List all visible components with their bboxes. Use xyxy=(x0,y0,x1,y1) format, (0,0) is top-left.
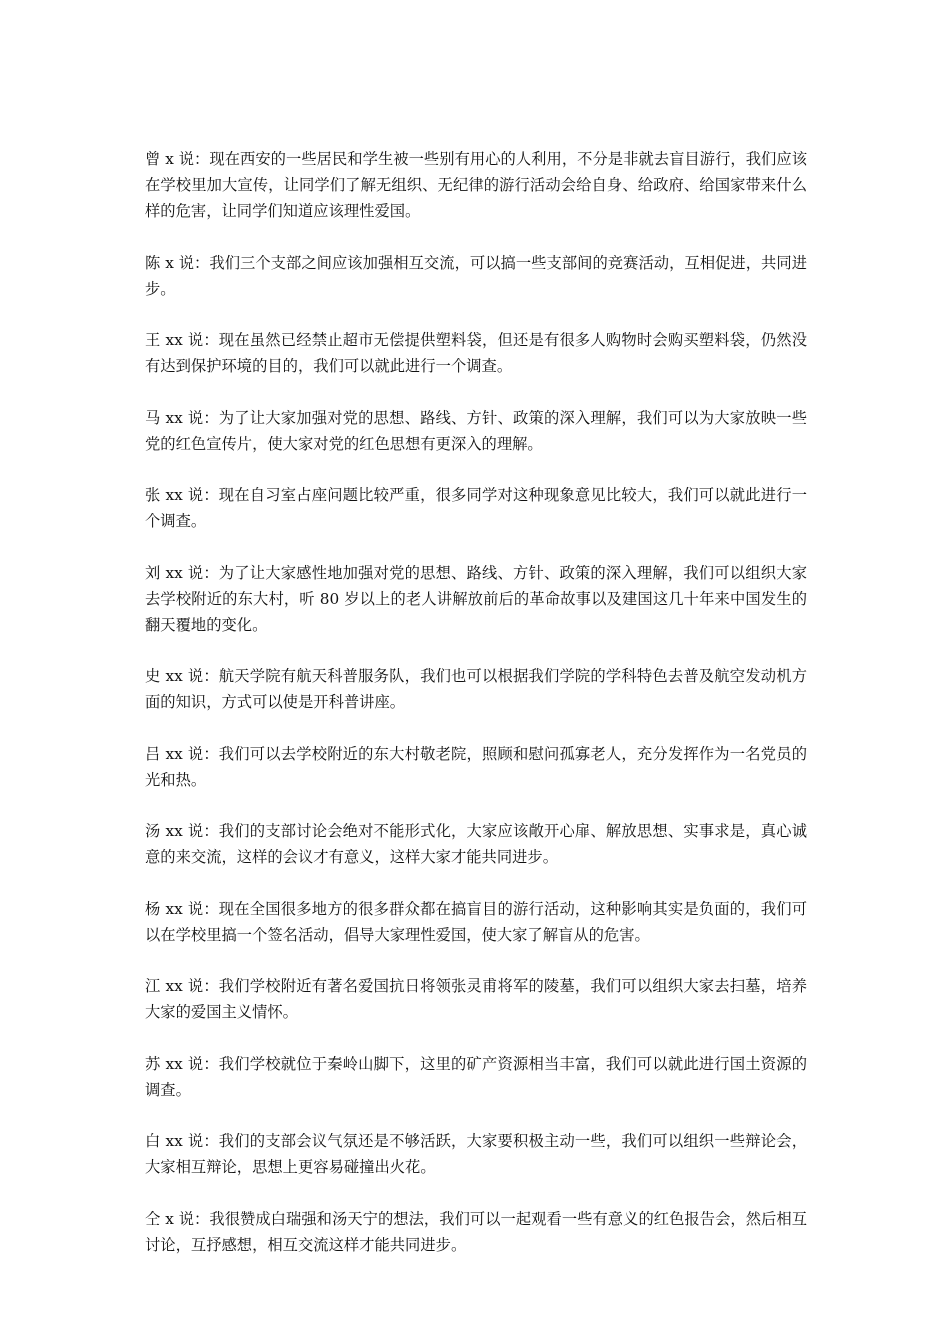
paragraph-6: 刘 xx 说：为了让大家感性地加强对党的思想、路线、方针、政策的深入理解，我们可以组织大家去学校附近的东大村，听 80 岁以上的老人讲解放前后的革命故事以及建国这几十年来中国发生的翻天覆地的变化。 xyxy=(145,563,807,634)
paragraph-9: 汤 xx 说：我们的支部讨论会绝对不能形式化，大家应该敞开心扉、解放思想、实事求是，真心诚意的来交流，这样的会议才有意义，这样大家才能共同进步。 xyxy=(145,822,807,866)
paragraph-2: 陈 x 说：我们三个支部之间应该加强相互交流，可以搞一些支部间的竞赛活动，互相促进，共同进步。 xyxy=(145,253,807,298)
paragraph-8: 吕 xx 说：我们可以去学校附近的东大村敬老院，照顾和慰问孤寡老人，充分发挥作为一名党员的光和热。 xyxy=(145,744,807,789)
paragraph-3: 王 xx 说：现在虽然已经禁止超市无偿提供塑料袋，但还是有很多人购物时会购买塑料袋，仍然没有达到保护环境的目的，我们可以就此进行一个调查。 xyxy=(145,331,807,375)
document-body xyxy=(145,146,807,1283)
paragraph-12: 苏 xx 说：我们学校就位于秦岭山脚下，这里的矿产资源相当丰富，我们可以就此进行国土资源的调查。 xyxy=(145,1054,807,1099)
paragraph-11: 江 xx 说：我们学校附近有著名爱国抗日将领张灵甫将军的陵墓，我们可以组织大家去扫墓，培养大家的爱国主义情怀。 xyxy=(145,977,807,1021)
paragraph-14: 仝 x 说：我很赞成白瑞强和汤天宁的想法，我们可以一起观看一些有意义的红色报告会，然后相互讨论，互抒感想，相互交流这样才能共同进步。 xyxy=(145,1209,807,1254)
paragraph-7: 史 xx 说：航天学院有航天科普服务队，我们也可以根据我们学院的学科特色去普及航空发动机方面的知识，方式可以使是开科普讲座。 xyxy=(145,667,807,711)
paragraph-13: 白 xx 说：我们的支部会议气氛还是不够活跃，大家要积极主动一些，我们可以组织一些辩论会，大家相互辩论，思想上更容易碰撞出火花。 xyxy=(145,1132,807,1176)
paragraph-4: 马 xx 说：为了让大家加强对党的思想、路线、方针、政策的深入理解，我们可以为大家放映一些党的红色宣传片，使大家对党的红色思想有更深入的理解。 xyxy=(145,408,807,453)
paragraph-1: 曾 x 说：现在西安的一些居民和学生被一些别有用心的人利用，不分是非就去盲目游行，我们应该在学校里加大宣传，让同学们了解无组织、无纪律的游行活动会给自身、给政府、给国家带来什么样的危害，让同学们知道应该理性爱国。 xyxy=(145,150,807,220)
paragraph-5: 张 xx 说：现在自习室占座问题比较严重，很多同学对这种现象意见比较大，我们可以就此进行一个调查。 xyxy=(145,486,807,530)
paragraph-10: 杨 xx 说：现在全国很多地方的很多群众都在搞盲目的游行活动，这种影响其实是负面的，我们可以在学校里搞一个签名活动，倡导大家理性爱国，使大家了解盲从的危害。 xyxy=(145,899,807,944)
